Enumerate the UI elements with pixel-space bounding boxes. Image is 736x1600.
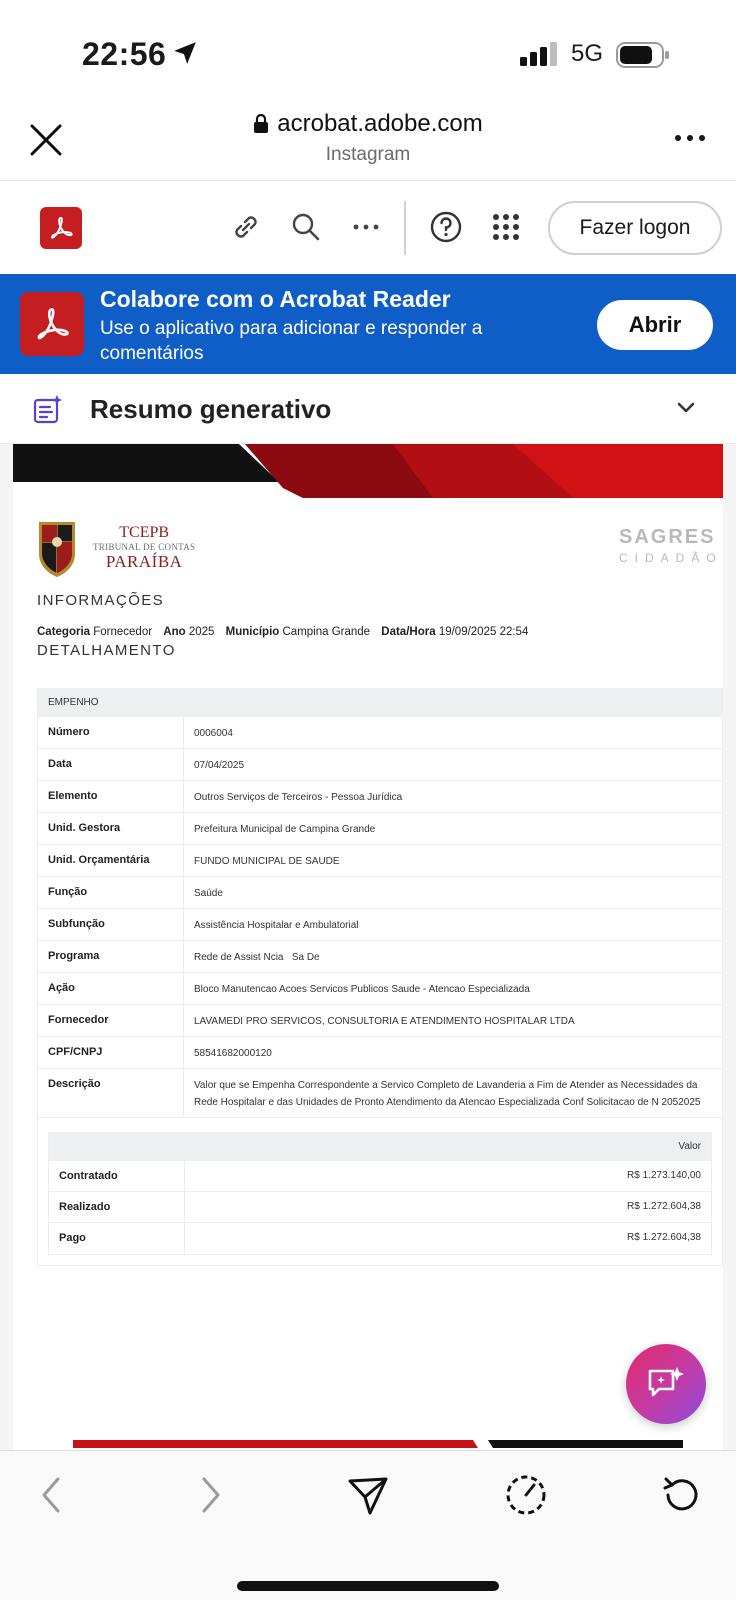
speed-dial-icon[interactable] <box>504 1473 548 1517</box>
tcepb-crest-icon <box>37 520 77 578</box>
help-icon[interactable] <box>428 209 464 245</box>
table-row: Programa Rede de Assist Ncia Sa De <box>38 941 722 973</box>
browser-bottom-nav <box>0 1450 736 1600</box>
table-row: Contratado R$ 1.273.140,00 <box>49 1161 711 1192</box>
table-row: Número 0006004 <box>38 717 722 749</box>
url-bar[interactable] <box>0 110 736 166</box>
reload-icon[interactable] <box>660 1473 704 1517</box>
table-row: Elemento Outros Serviços de Terceiros - Pessoa Jurídica <box>38 781 722 813</box>
url-text: acrobat.adobe.com <box>277 110 483 137</box>
generative-summary-bar[interactable] <box>0 374 736 444</box>
status-time: 22:56 <box>82 36 167 72</box>
table-row: Unid. Orçamentária FUNDO MUNICIPAL DE SAUDE <box>38 845 722 877</box>
tcepb-logo-text: TCEPB TRIBUNAL DE CONTAS PARAÍBA <box>93 524 196 571</box>
table-row: Realizado R$ 1.272.604,38 <box>49 1192 711 1223</box>
table-row: Data 07/04/2025 <box>38 749 722 781</box>
open-app-button[interactable]: Abrir <box>597 300 713 350</box>
more-icon[interactable] <box>672 130 708 146</box>
ai-assistant-icon <box>645 1363 687 1405</box>
acrobat-logo-icon[interactable] <box>40 207 82 249</box>
header-decorative-band <box>13 444 723 498</box>
search-icon[interactable] <box>288 209 324 245</box>
url-source: Instagram <box>325 144 411 165</box>
detail-section-title: DETALHAMENTO <box>37 642 176 659</box>
app-promo-banner <box>0 274 736 374</box>
sagres-logo: SAGRES CIDADÃO <box>619 526 723 565</box>
location-arrow-icon <box>172 40 198 66</box>
acrobat-reader-icon <box>20 292 84 356</box>
table-row: Pago R$ 1.272.604,38 <box>49 1223 711 1254</box>
empenho-header: EMPENHO <box>38 689 722 717</box>
acrobat-toolbar <box>0 180 736 274</box>
table-row: CPF/CNPJ 58541682000120 <box>38 1037 722 1069</box>
battery-icon <box>616 42 670 68</box>
apps-grid-icon[interactable] <box>488 209 524 245</box>
chevron-down-icon[interactable] <box>676 400 696 414</box>
back-arrow-icon[interactable] <box>30 1473 74 1517</box>
valor-header: Valor <box>49 1133 711 1161</box>
ai-summary-icon <box>32 394 64 426</box>
link-icon[interactable] <box>228 209 264 245</box>
ai-assistant-button[interactable] <box>626 1344 706 1424</box>
empenho-table <box>37 688 723 1266</box>
generative-summary-label: Resumo generativo <box>90 394 332 424</box>
login-button[interactable]: Fazer logon <box>548 201 722 255</box>
pdf-viewer[interactable] <box>0 444 736 1450</box>
network-type: 5G <box>571 40 604 67</box>
info-line: Categoria Fornecedor Ano 2025 Município Campina Grande Data/Hora 19/09/2025 22:54 <box>37 626 529 638</box>
signal-icon <box>520 42 560 66</box>
lock-icon <box>253 114 269 134</box>
share-send-icon[interactable] <box>346 1473 390 1517</box>
toolbar-divider <box>404 201 406 255</box>
table-row: Função Saúde <box>38 877 722 909</box>
status-bar <box>0 0 736 108</box>
banner-text: Use o aplicativo para adicionar e responder a comentários <box>100 318 483 364</box>
table-row: Unid. Gestora Prefeitura Municipal de Campina Grande <box>38 813 722 845</box>
table-row: Fornecedor LAVAMEDI PRO SERVICOS, CONSULTORIA E ATENDIMENTO HOSPITALAR LTDA <box>38 1005 722 1037</box>
valor-table <box>48 1132 712 1255</box>
pdf-page <box>13 444 723 1450</box>
forward-arrow-icon[interactable] <box>188 1473 232 1517</box>
browser-header <box>0 108 736 180</box>
info-section-title: INFORMAÇÕES <box>37 592 165 609</box>
table-row: Subfunção Assistência Hospitalar e Ambulatorial <box>38 909 722 941</box>
more-icon[interactable] <box>348 209 384 245</box>
table-row: Ação Bloco Manutencao Acoes Servicos Publicos Saude - Atencao Especializada <box>38 973 722 1005</box>
table-row: Descrição Valor que se Empenha Correspondente a Servico Completo de Lavanderia a Fim de Atender as Necessidades da Rede Hospitalar e das Unidades de Pronto Atendimento da Atencao Especializada Conf Solicitacao de N 2052025 <box>38 1069 722 1118</box>
footer-decorative-band <box>73 1440 683 1448</box>
home-indicator[interactable] <box>237 1581 499 1591</box>
banner-title: Colabore com o Acrobat Reader <box>100 286 451 312</box>
